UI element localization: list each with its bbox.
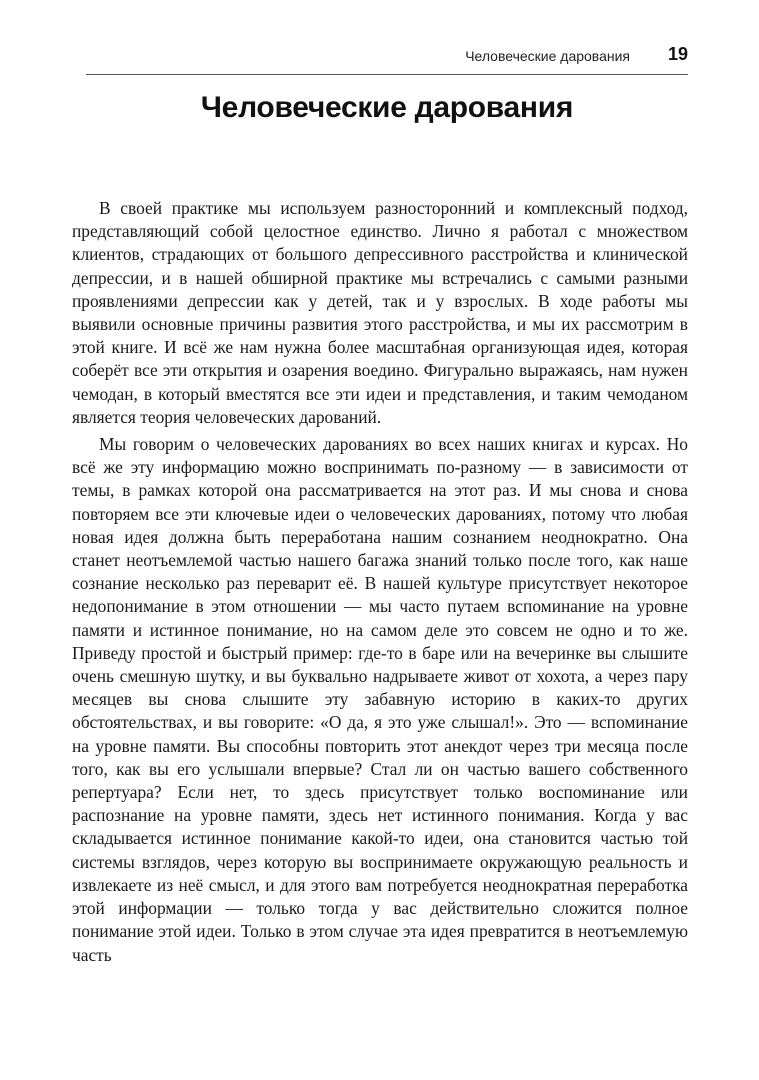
body-text <box>72 197 688 967</box>
paragraph: В своей практике мы используем разносторонний и комплексный подход, представляющий собой целостное единство. Лично я работал с множеством клиентов, страдающих от большого депрессивного расстройства и клинической депрессии, и в нашей обширной практике мы встречались с самыми разными проявлениями депрессии как у детей, так и у взрослых. В ходе работы мы выявили основные причины развития этого расстройства, и мы их рассмотрим в этой книге. И всё же нам нужна более масштабная организующая идея, которая соберёт все эти открытия и озарения воедино. Фигурально выражаясь, нам нужен чемодан, в который вместятся все эти идеи и представления, и таким чемоданом является теория человеческих дарований. <box>72 198 688 427</box>
running-header <box>86 40 688 75</box>
running-title: Человеческие дарования <box>465 48 630 64</box>
page-number: 19 <box>667 44 688 64</box>
chapter-title: Человеческие дарования <box>200 91 574 124</box>
paragraph: Мы говорим о человеческих дарованиях во всех наших книгах и курсах. Но всё же эту информацию можно воспринимать по-разному — в зависимости от темы, в рамках которой она рассматривается на этот раз. И мы снова и снова повторяем все эти ключевые идеи о человеческих дарованиях, потому что любая новая идея должна быть переработана нашим сознанием неоднократно. Она станет неотъемлемой частью нашего багажа знаний только после того, как наше сознание несколько раз переварит её. В нашей культуре присутствует некоторое недопонимание в этом отношении — мы часто путаем вспоминание на уровне памяти и истинное понимание, но на самом деле это совсем не одно и то же. Приведу простой и быстрый пример: где-то в баре или на вечеринке вы слышите очень смешную шутку, и вы буквально надрываете живот от хохота, а через пару месяцев вы снова слышите эту забавную историю в каких-то других обстоятельствах, и вы говорите: «О да, я это уже слышал!». Это — вспоминание на уровне памяти. Вы способны повторить этот анекдот через три месяца после того, как вы его услышали впервые? Стал ли он частью вашего собственного репертуара? Если нет, то здесь присутствует только воспоминание или распознание на уровне памяти, здесь нет истинного понимания. Когда у вас складывается истинное понимание какой-то идеи, она становится частью той системы взглядов, через которую вы воспринимаете окружающую реальность и извлекаете из неё смысл, и для этого вам потребуется неоднократная переработка этой информации — только тогда у вас действительно сложится полное понимание этой идеи. Только в этом случае эта идея превратится в неотъемлемую часть <box>72 434 688 965</box>
